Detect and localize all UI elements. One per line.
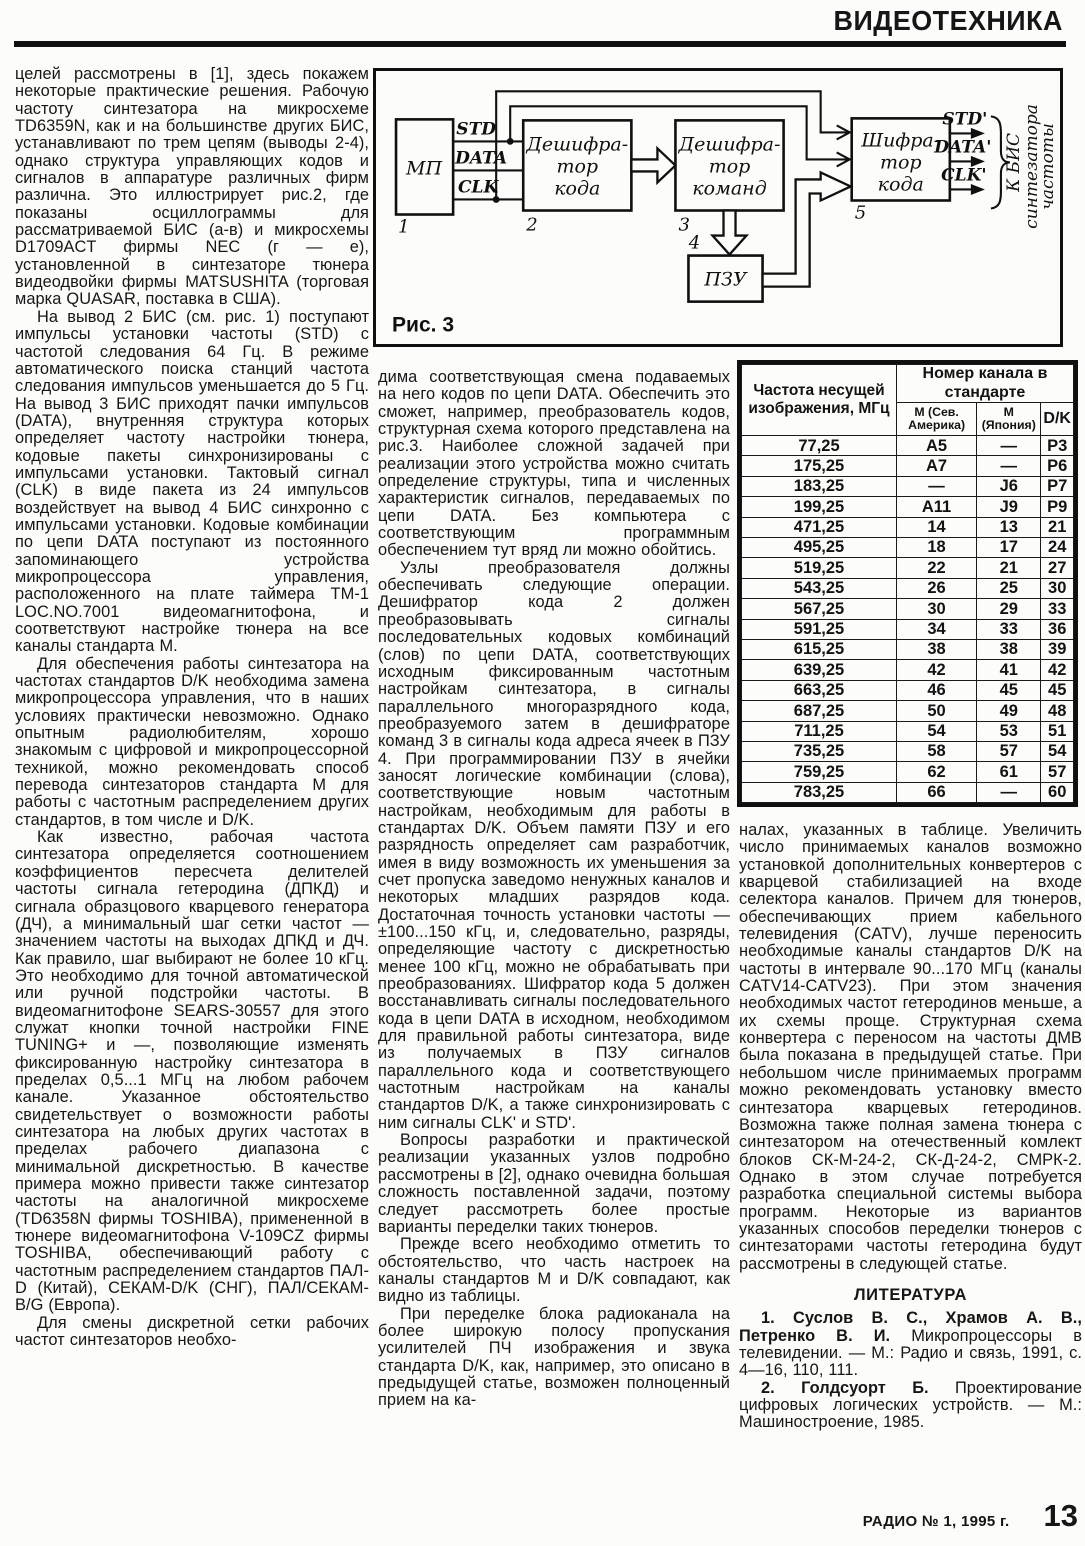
paragraph: Для смены дискретной сетки рабочих частот синтезаторов необхо- [15, 1313, 369, 1350]
text-column-right [739, 822, 1082, 1432]
text-column-right-paragraphs [739, 822, 1082, 1273]
clk-label: CLK [458, 177, 499, 198]
paragraph: налах, указанных в таблице. Увеличить число принимаемых каналов возможно установкой дополнительных конвертеров с кварцевой стабилизацией на входе селектора каналов. Причем для тюнеров, обеспечивающих прием кабельного телевидения (CATV), лучше переносить необходимые каналы стандартов D/K на частоты в интервале 90...170 МГц (каналы CATV14-CATV23). При этом значения необходимых частот гетеродинов меньше, а их схемы проще. Структурная схема конвертера с переносом на частоты ДМВ была показана в предыдущей статье. При небольшом числе принимаемых программ можно рекомендовать установку вместо синтезатора кварцевых гетеродинов. Возможна также полная замена тюнера с синтезатором на отечественный комлект блоков СК-М-24-2, СК-Д-24-2, СМРК-2. Однако в этом случае потребуется разработка специальной системы выбора программ. Некоторые из вариантов указанных способов переделки тюнеров с синтезаторами частоты гетеродина будут рассмотрены в следующей статье. [739, 821, 1082, 1273]
code-decoder-line1: Дешифра- [526, 133, 629, 156]
code-encoder-line3: кода [877, 173, 924, 196]
mp-num: 1 [398, 216, 410, 238]
command-decoder-line1: Дешифра- [678, 133, 781, 156]
table-row: 759,25 62 61 57 [742, 762, 1074, 782]
rom-num: 4 [688, 232, 701, 254]
paragraph: Как известно, рабочая частота синтезатора определяется соотношением коэффициентов пересчета делителей частоты сигнала гетеродина (ДПКД) и сигнала образцового кварцевого генератора (ДЧ), а минимальный шаг сетки частот — значением частоты на выходах ДПКД и ДЧ. Как правило, шаг выбирают не более 10 кГц. Это необходимо для точной автоматической или ручной подстройки частоты. В видеомагнитофоне SEARS-30557 для этого служат кнопки точной настройки FINE TUNING+ и —, позволяющие изменять фиксированную настройку синтезатора в пределах 0,5...1 МГц на любом рабочем канале. Указанное обстоятельство свидетельствует о возможности работы синтезатора на любых других частотах в пределах рабочего диапазона с минимальной дискретностью. В качестве примера можно привести также синтезатор частоты на аналогичной микросхеме (TD6358N фирмы TOSHIBA), примененной в тюнере видеомагнитофона V-109CZ фирмы TOSHIBA, обеспечивающий работу с частотным распределением стандартов ПАЛ-D (Китай), СЕКАМ-D/K (СНГ), ПАЛ/СЕКАМ-B/G (Европа). [15, 828, 369, 1315]
table-row: 783,25 66 — 60 [742, 782, 1074, 802]
table-row: 591,25 34 33 36 [742, 619, 1074, 639]
table-row: 615,25 38 38 39 [742, 640, 1074, 660]
table-row: 639,25 42 41 42 [742, 660, 1074, 680]
table-row: 543,25 26 25 30 [742, 578, 1074, 598]
paragraph: Узлы преобразователя должны обеспечивать следующие операции. Дешифратор кода 2 должен преобразовывать сигналы последовательных кодовых комбинаций (слов) по цепи DATA, соответствующих исходным фиксированным частотным настройкам синтезатора, в сигналы параллельного многоразрядного кода, преобразуемого затем в дешифраторе команд 3 в сигналы кода адреса ячеек в ПЗУ 4. При программировании ПЗУ в ячейки заносят логические комбинации (слова), соответствующие новым частотным настройкам, необходимым для работы в стандартах D/K. Объем памяти ПЗУ и его разрядность определяет сам разработчик, имея в виду возможность их уменьшения за счет пропуска заведомо ненужных каналов и некоторых младших разрядов кода. Достаточная точность установки частоты — ±100...150 кГц, и, следовательно, разряды, определяющие частоту с дискретностью менее 100 кГц, можно не обрабатывать при преобразованиях. Шифратор кода 5 должен восстанавливать сигналы последовательного кода в цепи DATA в исходном, необходимом для правильной работы синтезатора, виде из получаемых в ПЗУ сигналов параллельного кода и соответствующего частотным настройкам на каналы стандартов D/K, а также синхронизировать с ним сигналы CLK' и STD'. [378, 558, 730, 1132]
table-row: 711,25 54 53 51 [742, 721, 1074, 741]
code-decoder-line3: кода [554, 177, 601, 200]
page-footer [740, 1498, 1080, 1534]
table-row: 183,25 — J6 Р7 [742, 476, 1074, 496]
table-header-dk: D/K [1041, 403, 1074, 436]
table-header-m-japan: М (Япония) [977, 403, 1041, 436]
channel-table [737, 360, 1078, 807]
mp-label: МП [406, 157, 443, 180]
clk-out-label: CLK' [941, 165, 987, 186]
table-header-m-na: М (Сев. Америка) [897, 403, 977, 436]
table-row: 735,25 58 57 54 [742, 741, 1074, 761]
table-header-group: Номер канала в стандарте [897, 365, 1074, 403]
table-header-frequency: Частота несущей изображения, МГц [742, 365, 897, 436]
header-rule [14, 41, 1066, 47]
dest-label-3: частоты [1037, 123, 1058, 210]
paragraph: Вопросы разработки и практической реализации указанных узлов подробно рассмотрены в [2], однако очевидна большая сложность поставленной задачи, поэтому следует рассмотреть более простые варианты переделки таких тюнеров. [378, 1131, 730, 1236]
table-row: 471,25 14 13 21 [742, 517, 1074, 537]
paragraph: При переделке блока радиоканала на более широкую полосу пропускания усилителей ПЧ изображения и звука стандарта D/K, как, например, это описано в предыдущей статье, возможен полноценный прием на ка- [378, 1304, 730, 1410]
command-decoder-line2: тор [708, 155, 751, 178]
literature-heading: ЛИТЕРАТУРА [854, 1285, 967, 1304]
code-encoder-line2: тор [879, 151, 922, 174]
block-diagram [376, 71, 1060, 344]
command-to-rom-arrow [712, 211, 746, 255]
literature-items [739, 1310, 1082, 1431]
paragraph: На вывод 2 БИС (см. рис. 1) поступают импульсы установки частоты (STD) с частотой следования 64 Гц. В режиме автоматического поиска станций частота следования импульсов уменьшается до 5 Гц. На вывод 3 БИС приходят пачки импульсов (DATA), внутренняя структура которых определяет частоту настройки тюнера, кодовые пакеты синхронизированы с импульсами установки. Тактовый сигнал (CLK) в виде пакета из 24 импульсов воздействует на вывод 4 БИС синхронно с импульсами установки. Кодовые комбинации по цепи DATA поступают из постоянного запоминающего устройства микропроцессора управления, расположенного на плате таймера ТМ-1 LOC.NO.7001 видеомагнитофона, и соответствуют настройке тюнера на все каналы стандарта М. [15, 307, 369, 656]
dest-label-2: синтезатора [1021, 104, 1042, 229]
paragraph: целей рассмотрены в [1], здесь покажем некоторые практические решения. Рабочую частоту синтезатора на микросхеме TD6359N, как и на большинстве других БИС, устанавливают по трем цепям (выводы 2-4), однако структура управляющих кодов и сигналов в аппаратуре различных фирм различна. Это иллюстрирует рис.2, где показаны осциллограммы для рассматриваемой БИС (а-в) и микросхемы D1709ACT фирмы NEC (г — е), установленной в синтезаторе тюнера видеодвойки фирмы MATSUSHITA (торговая марка QUASAR, поставка в США). [15, 65, 369, 309]
dest-label-1: К БИС [1003, 132, 1024, 192]
clk-out-arrowhead [971, 184, 985, 195]
data-out-label: DATA' [934, 137, 992, 158]
code-decoder-line2: тор [556, 155, 599, 178]
paragraph: Для обеспечения работы синтезатора на частотах стандартов D/K необходима замена микропроцессора управления, что в наших условиях практически невозможно. Однако опытным радиолюбителям, хорошо знакомым с цифровой и микропроцессорной техникой, можно рекомендовать способ перевода синтезаторов стандарта М для работы с частотным распределением других стандартов, в том числе и D/K. [15, 654, 369, 829]
code-decoder-num: 2 [526, 214, 538, 236]
literature-item: 2. Голдсуорт Б. Проектирование цифровых логических устройств. — М.: Машиностроение, 1985. [739, 1378, 1082, 1432]
section-title: ВИДЕОТЕХНИКА [833, 5, 1063, 36]
table-row: 175,25 А7 — Р6 [742, 456, 1074, 476]
table-row: 519,25 22 21 27 [742, 558, 1074, 578]
page-number: 13 [1043, 1498, 1078, 1533]
code-encoder-num: 5 [854, 202, 867, 224]
figure-caption: Рис. 3 [392, 313, 455, 337]
table-row: 567,25 30 29 33 [742, 599, 1074, 619]
journal-issue: РАДИО № 1, 1995 г. [862, 1513, 1010, 1530]
table-row: 687,25 50 49 48 [742, 701, 1074, 721]
std-out-label: STD' [942, 109, 988, 130]
command-decoder-line3: команд [692, 177, 767, 200]
table-row: 663,25 46 45 45 [742, 680, 1074, 700]
paragraph: дима соответствующая смена подаваемых на него кодов по цепи DATA. Обеспечить это сможет, например, преобразователь кодов, структурная схема которого представлена на рис.3. Наиболее сложной задачей при реализации этого устройства можно считать определение структуры, типа и численных характеристик сигналов, передаваемых по цепи DATA. Без компьютера с соответствующим программным обеспечением тут вряд ли можно обойтись. [378, 368, 730, 560]
command-decoder-num: 3 [678, 214, 690, 236]
decoder-to-command-arrow [631, 148, 675, 182]
table-row: 495,25 18 17 24 [742, 538, 1074, 558]
literature-item: 1. Суслов В. С., Храмов А. В., Петренко В. И. Микропроцессоры в телевидении. — М.: Радио и связь, 1991, с. 4—16, 110, 111. [739, 1309, 1082, 1380]
data-label: DATA [455, 148, 508, 169]
std-label: STD [456, 119, 497, 140]
paragraph: Прежде всего необходимо отметить то обстоятельство, что часть настроек на каналы стандартов М и D/K совпадают, как видно из таблицы. [378, 1235, 730, 1306]
figure-3 [373, 68, 1063, 347]
code-encoder-line1: Шифра- [861, 129, 941, 152]
table-row: 199,25 А11 J9 Р9 [742, 497, 1074, 517]
freq-table-body [742, 436, 1074, 803]
rom-label: ПЗУ [704, 268, 747, 291]
text-column-middle [378, 369, 730, 1410]
table-row: 77,25 А5 — Р3 [742, 436, 1074, 456]
text-column-left [15, 66, 369, 1349]
